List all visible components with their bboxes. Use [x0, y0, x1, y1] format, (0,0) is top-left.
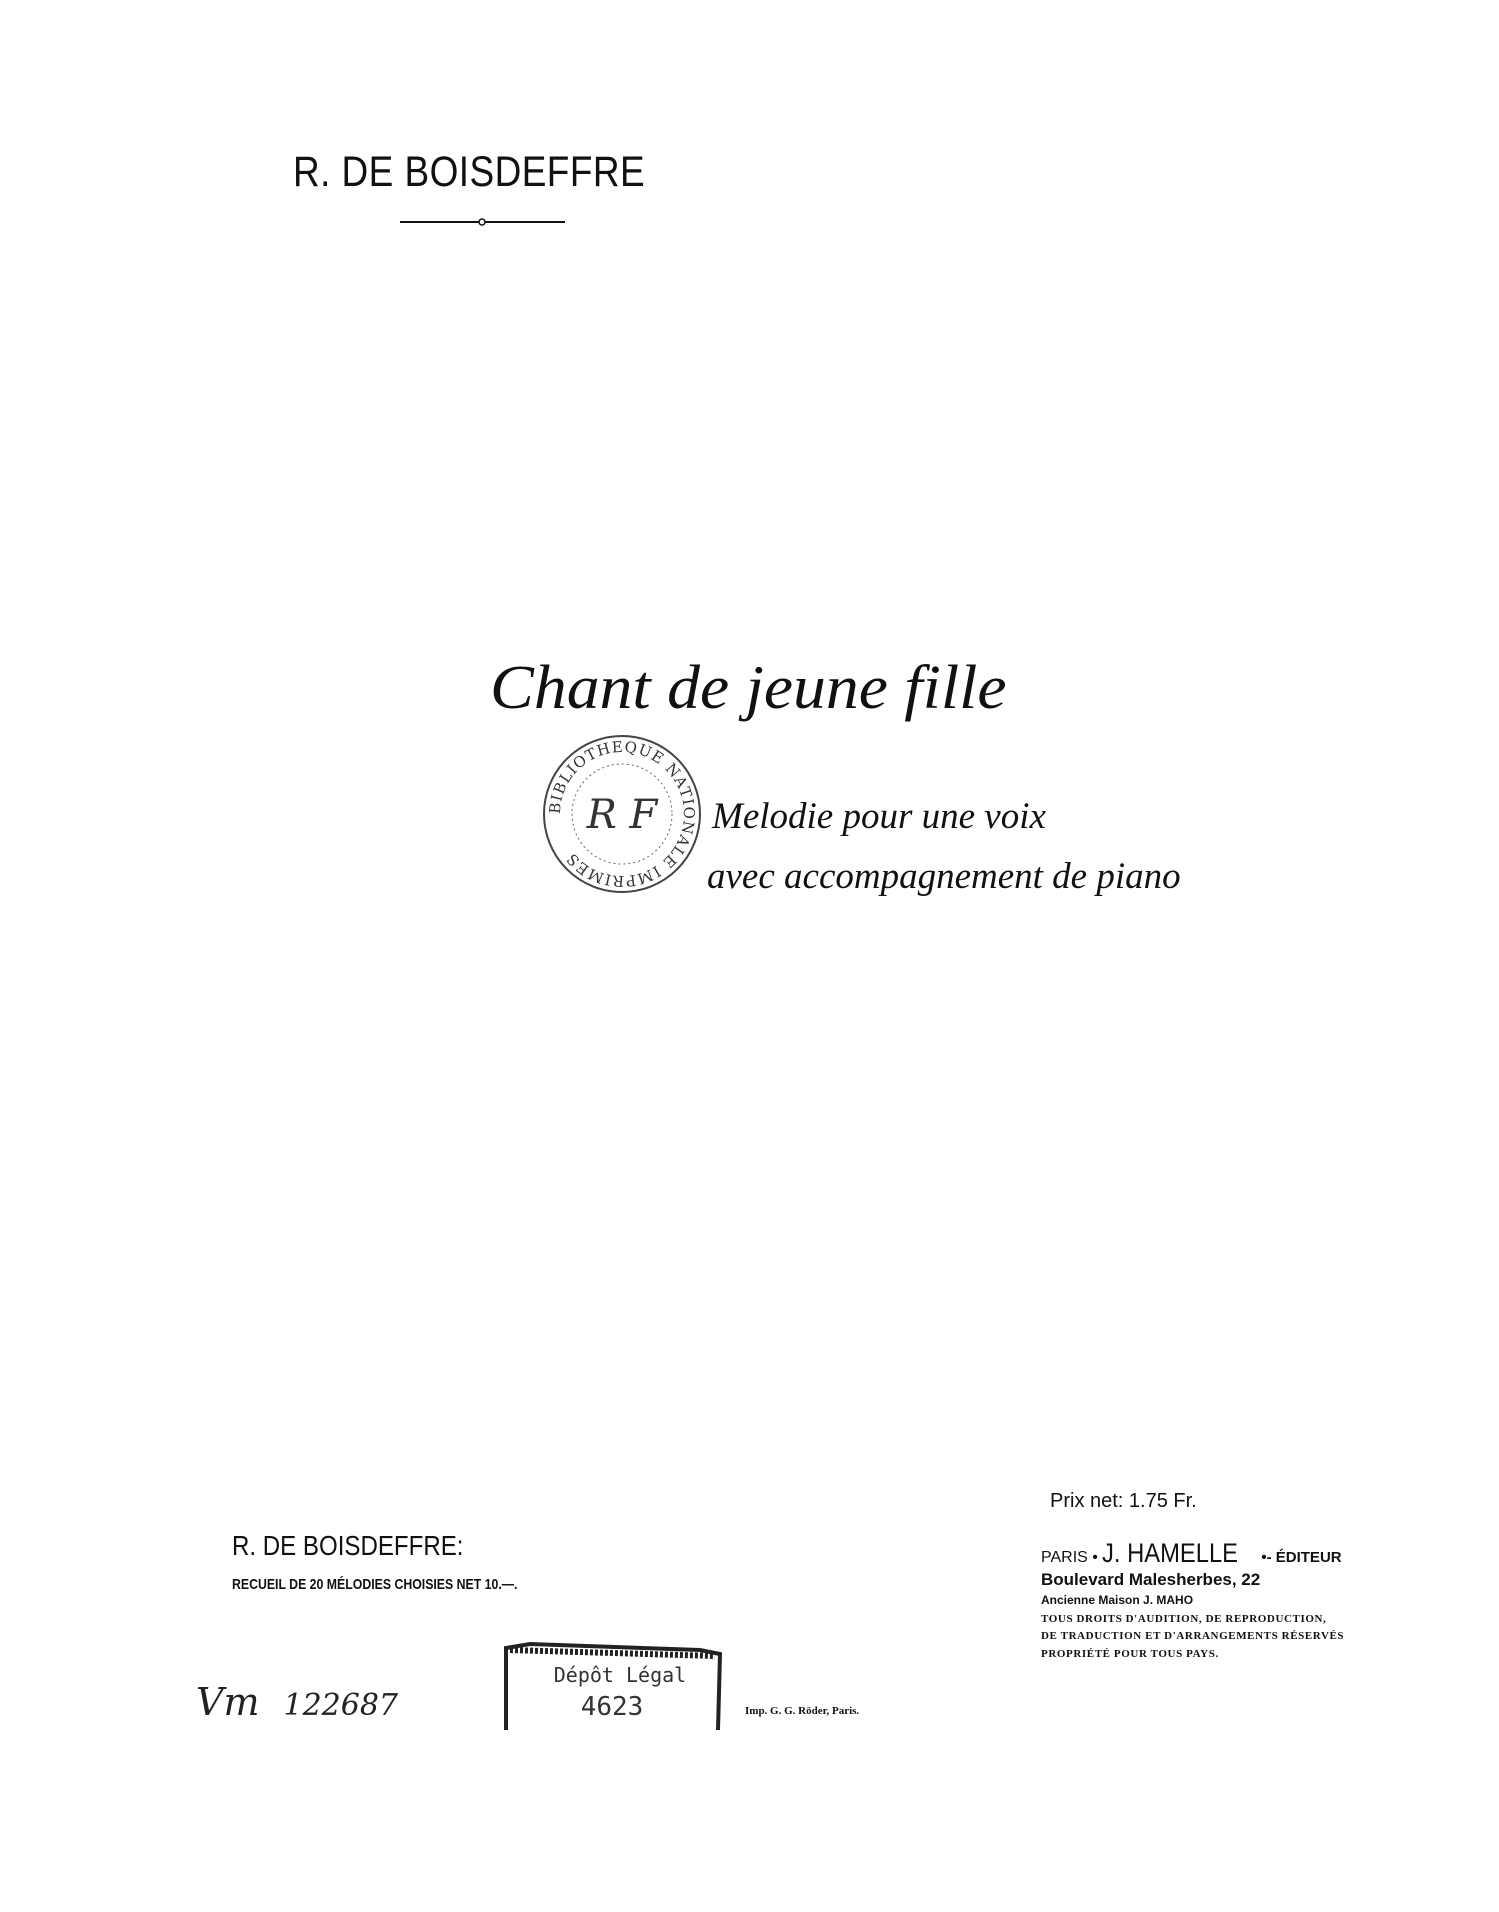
- collection-note: RECUEIL DE 20 MÉLODIES CHOISIES NET 10.—.: [232, 1576, 518, 1593]
- publisher-former-house: Ancienne Maison J. MAHO: [1041, 1593, 1194, 1607]
- legal-deposit-stamp: [500, 1640, 725, 1732]
- library-seal-stamp: [540, 732, 705, 897]
- page-title: Chant de jeune fille: [490, 654, 1007, 722]
- separator-dash: •-: [1261, 1549, 1276, 1566]
- publisher-role: ÉDITEUR: [1275, 1549, 1342, 1566]
- shelfmark-prefix: Vm: [196, 1680, 260, 1724]
- seal-initials: R F: [586, 792, 658, 838]
- rights-line-3: PROPRIÉTÉ POUR TOUS PAYS.: [1041, 1648, 1219, 1660]
- publisher-line: [1041, 1538, 1342, 1569]
- printer-credit: Imp. G. G. Röder, Paris.: [745, 1705, 860, 1717]
- rights-line-2: DE TRADUCTION ET D'ARRANGEMENTS RÉSERVÉS: [1041, 1630, 1345, 1642]
- publisher-name: J. HAMELLE: [1102, 1538, 1239, 1568]
- composer-name-footer: R. DE BOISDEFFRE:: [232, 1530, 464, 1561]
- deposit-number: 4623: [580, 1692, 644, 1722]
- deposit-label: Dépôt Légal: [553, 1663, 687, 1687]
- price-label: Prix net: 1.75 Fr.: [1050, 1490, 1197, 1512]
- subtitle-line-2: avec accompagnement de piano: [707, 856, 1181, 897]
- publisher-city: PARIS: [1041, 1549, 1088, 1566]
- separator-dot: •: [1092, 1549, 1103, 1566]
- rights-line-1: TOUS DROITS D'AUDITION, DE REPRODUCTION,: [1041, 1613, 1327, 1625]
- subtitle-line-1: Melodie pour une voix: [712, 796, 1046, 837]
- ornament-divider: [400, 218, 565, 226]
- shelfmark-number: 122687: [283, 1688, 399, 1723]
- publisher-address: Boulevard Malesherbes, 22: [1041, 1570, 1261, 1589]
- seal-ring-text: BIBLIOTHEQUE NATIONALE IMPRIMES: [545, 737, 699, 891]
- composer-name-header: R. DE BOISDEFFRE: [293, 148, 646, 196]
- handwritten-shelfmark: [196, 1680, 398, 1724]
